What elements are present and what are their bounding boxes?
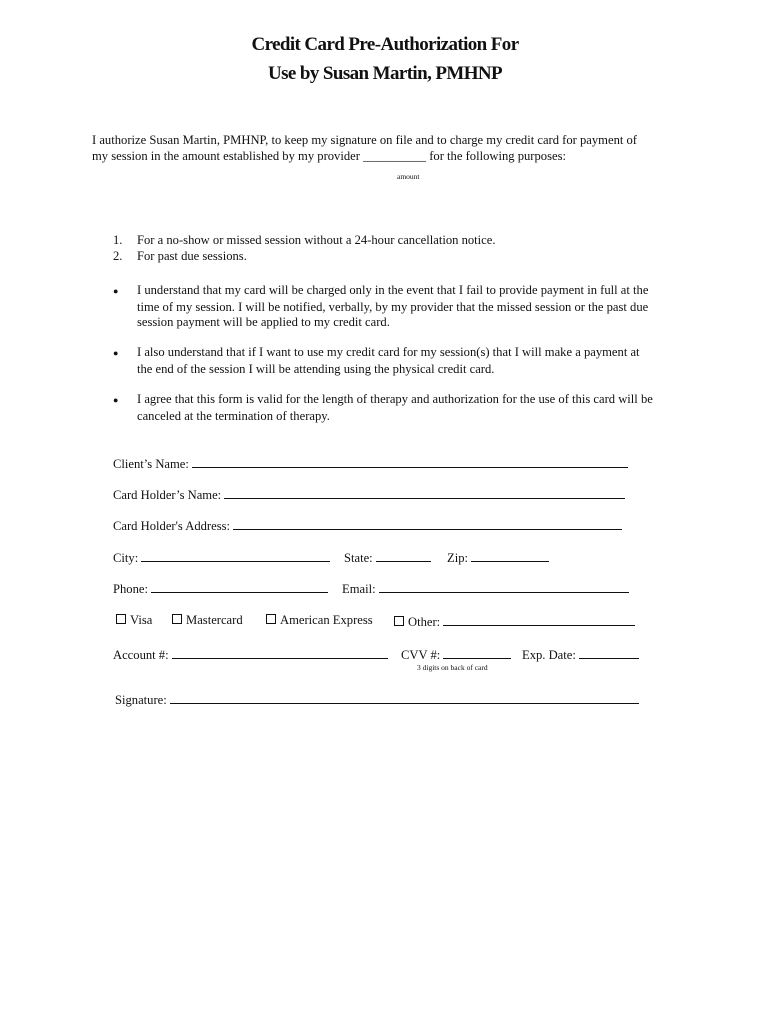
other-label: Other:: [408, 615, 441, 629]
cvv-label: CVV #:: [401, 648, 441, 662]
visa-checkbox[interactable]: [116, 614, 126, 624]
purpose-number: 2.: [113, 249, 123, 263]
card-holder-address-row: [113, 517, 622, 534]
bullet-line: I agree that this form is valid for the length of therapy and authorization for the use of this card will be: [137, 392, 653, 406]
cvv-row: [401, 646, 511, 663]
cvv-field[interactable]: [443, 646, 511, 659]
signature-label: Signature:: [115, 693, 167, 707]
email-row: [342, 580, 629, 597]
bullet-mark: ●: [113, 395, 119, 405]
signature-row: [115, 691, 639, 708]
card-type-visa[interactable]: [116, 613, 152, 628]
card-type-mastercard[interactable]: [172, 613, 243, 628]
bullet-item-2: [113, 345, 640, 377]
state-label: State:: [344, 551, 373, 565]
american-express-label: American Express: [280, 613, 373, 627]
bullet-line: canceled at the termination of therapy.: [137, 408, 330, 423]
account-label: Account #:: [113, 648, 169, 662]
zip-label: Zip:: [447, 551, 468, 565]
mastercard-checkbox[interactable]: [172, 614, 182, 624]
bullet-mark: ●: [113, 348, 119, 358]
bullet-line: the end of the session I will be attending using the physical credit card.: [137, 361, 495, 376]
amount-blank[interactable]: __________: [363, 149, 427, 163]
email-label: Email:: [342, 582, 376, 596]
bullet-item-3: [113, 392, 653, 424]
card-holder-address-field[interactable]: [233, 517, 622, 530]
other-checkbox[interactable]: [394, 616, 404, 626]
purpose-item-1: [113, 233, 496, 249]
zip-row: [447, 549, 549, 566]
phone-row: [113, 580, 328, 597]
clients-name-field[interactable]: [192, 455, 628, 468]
purpose-item-2: [113, 249, 247, 265]
cvv-caption: 3 digits on back of card: [417, 663, 488, 672]
intro-line-1: I authorize Susan Martin, PMHNP, to keep my signature on file and to charge my credit card for payment of: [92, 133, 638, 147]
card-type-american-express[interactable]: [266, 613, 373, 628]
card-type-other[interactable]: [394, 613, 635, 630]
bullet-line: I understand that my card will be charged only in the event that I fail to provide payment in full at the: [137, 283, 649, 297]
city-field[interactable]: [141, 549, 330, 562]
form-title-line-1: Credit Card Pre-Authorization For: [251, 34, 519, 55]
city-row: [113, 549, 330, 566]
intro-text-after-blank: for the following purposes:: [429, 149, 566, 163]
purpose-text: For a no-show or missed session without a 24-hour cancellation notice.: [137, 233, 496, 247]
exp-date-label: Exp. Date:: [522, 648, 576, 662]
card-holder-name-label: Card Holder’s Name:: [113, 488, 222, 502]
account-row: [113, 646, 388, 663]
city-label: City:: [113, 551, 139, 565]
american-express-checkbox[interactable]: [266, 614, 276, 624]
exp-date-row: [522, 646, 639, 663]
other-field[interactable]: [443, 613, 635, 626]
bullet-item-1: [113, 283, 648, 331]
exp-date-field[interactable]: [579, 646, 639, 659]
bullet-mark: ●: [113, 286, 119, 296]
bullet-line: I also understand that if I want to use my credit card for my session(s) that I will make a payment at: [137, 345, 640, 359]
card-holder-name-row: [113, 486, 625, 503]
bullet-line: session payment will be applied to my credit card.: [137, 315, 390, 329]
form-title-line-2: Use by Susan Martin, PMHNP: [267, 63, 503, 84]
amount-caption: amount: [397, 172, 420, 181]
card-holder-address-label: Card Holder's Address:: [113, 519, 230, 533]
mastercard-label: Mastercard: [186, 613, 243, 627]
phone-field[interactable]: [151, 580, 328, 593]
state-row: [344, 549, 431, 566]
signature-field[interactable]: [170, 691, 639, 704]
intro-line-2: [92, 149, 566, 165]
email-field[interactable]: [379, 580, 629, 593]
visa-label: Visa: [130, 613, 153, 627]
account-field[interactable]: [172, 646, 388, 659]
phone-label: Phone:: [113, 582, 148, 596]
bullet-line: time of my session. I will be notified, verbally, by my provider that the missed session or the past due: [137, 299, 649, 314]
clients-name-label: Client’s Name:: [113, 457, 189, 471]
purpose-text: For past due sessions.: [137, 249, 247, 263]
intro-text-before-blank: my session in the amount established by my provider: [92, 149, 360, 163]
purpose-number: 1.: [113, 233, 123, 247]
state-field[interactable]: [376, 549, 431, 562]
zip-field[interactable]: [471, 549, 549, 562]
card-holder-name-field[interactable]: [224, 486, 625, 499]
clients-name-row: [113, 455, 628, 472]
